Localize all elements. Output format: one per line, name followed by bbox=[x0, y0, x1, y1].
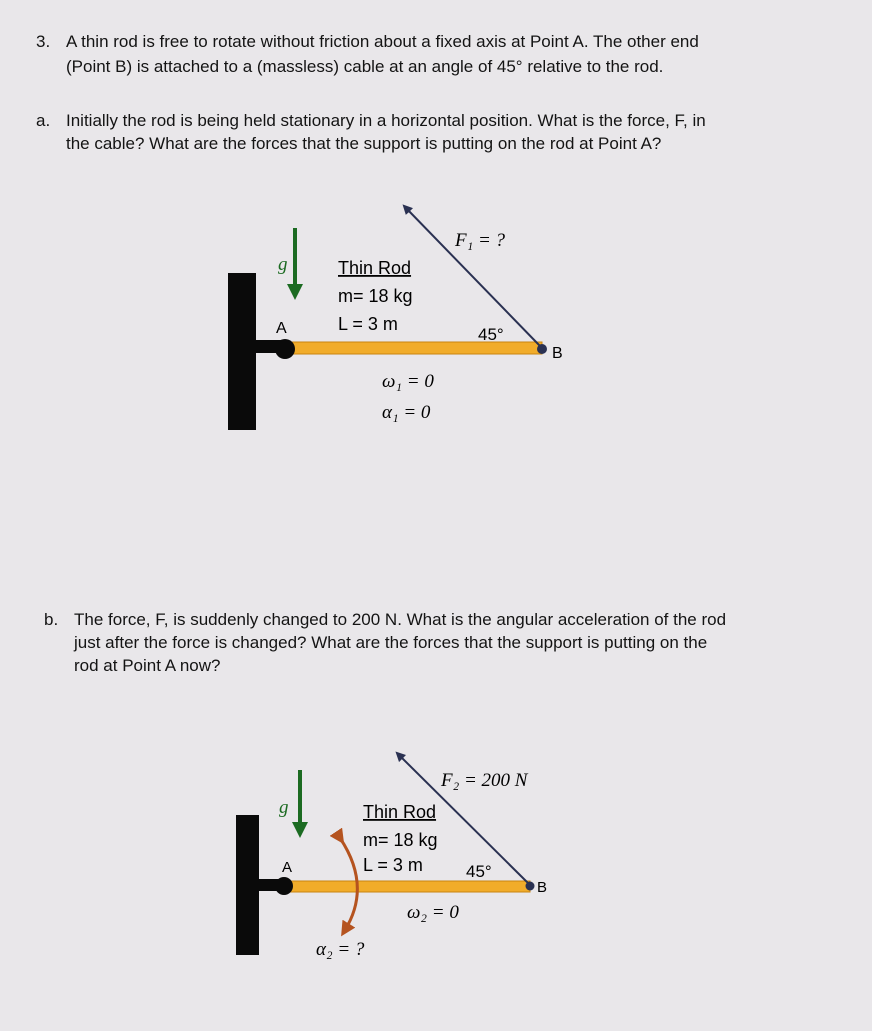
omega-label: ω₂ = 0 bbox=[407, 902, 459, 923]
angle-label: 45° bbox=[466, 862, 492, 881]
pivot-a bbox=[275, 877, 293, 895]
part-b-line-2: just after the force is changed? What are the forces that the support is putting on the bbox=[74, 633, 708, 652]
point-a-label: A bbox=[276, 320, 287, 337]
rod-mass: m= 18 kg bbox=[338, 286, 413, 306]
force-label: F₂ = 200 N bbox=[441, 770, 528, 791]
pivot-a bbox=[275, 339, 295, 359]
omega-label: ω₁ = 0 bbox=[382, 371, 434, 392]
alpha-label: α₂ = ? bbox=[316, 939, 365, 960]
problem-line-1: A thin rod is free to rotate without friction about a fixed axis at Point A. The other end bbox=[66, 32, 699, 51]
rod-length: L = 3 m bbox=[363, 855, 423, 875]
angle-label: 45° bbox=[478, 325, 504, 344]
problem-line-2: (Point B) is attached to a (massless) cable at an angle of 45° relative to the rod. bbox=[66, 57, 664, 76]
cable-arrow bbox=[406, 208, 540, 346]
figure-a bbox=[0, 0, 872, 450]
force-label: F₁ = ? bbox=[455, 230, 506, 251]
point-a-label: A bbox=[282, 859, 293, 876]
rod-title: Thin Rod bbox=[363, 802, 437, 822]
point-b-label: B bbox=[552, 345, 563, 362]
part-b-line-1: The force, F, is suddenly changed to 200 N. What is the angular acceleration of the rod bbox=[74, 610, 727, 629]
part-a-line-2: the cable? What are the forces that the support is putting on the rod at Point A? bbox=[66, 134, 662, 153]
gravity-label: g bbox=[279, 797, 289, 818]
rod-length: L = 3 m bbox=[338, 314, 398, 334]
rod-title: Thin Rod bbox=[338, 258, 412, 278]
wall-support bbox=[236, 815, 259, 955]
point-b-label: B bbox=[537, 879, 548, 896]
rod-mass: m= 18 kg bbox=[363, 830, 438, 850]
part-b-label: b. bbox=[44, 610, 59, 629]
figure-b bbox=[0, 700, 872, 1031]
alpha-label: α₁ = 0 bbox=[382, 402, 431, 423]
gravity-label: g bbox=[278, 254, 288, 275]
part-a-line-1: Initially the rod is being held stationary in a horizontal position. What is the force, F, in bbox=[66, 111, 706, 130]
thin-rod bbox=[280, 881, 530, 892]
wall-support bbox=[228, 273, 256, 430]
problem-number: 3. bbox=[36, 32, 51, 51]
part-a-label: a. bbox=[36, 111, 51, 130]
part-b-line-3: rod at Point A now? bbox=[74, 656, 221, 675]
